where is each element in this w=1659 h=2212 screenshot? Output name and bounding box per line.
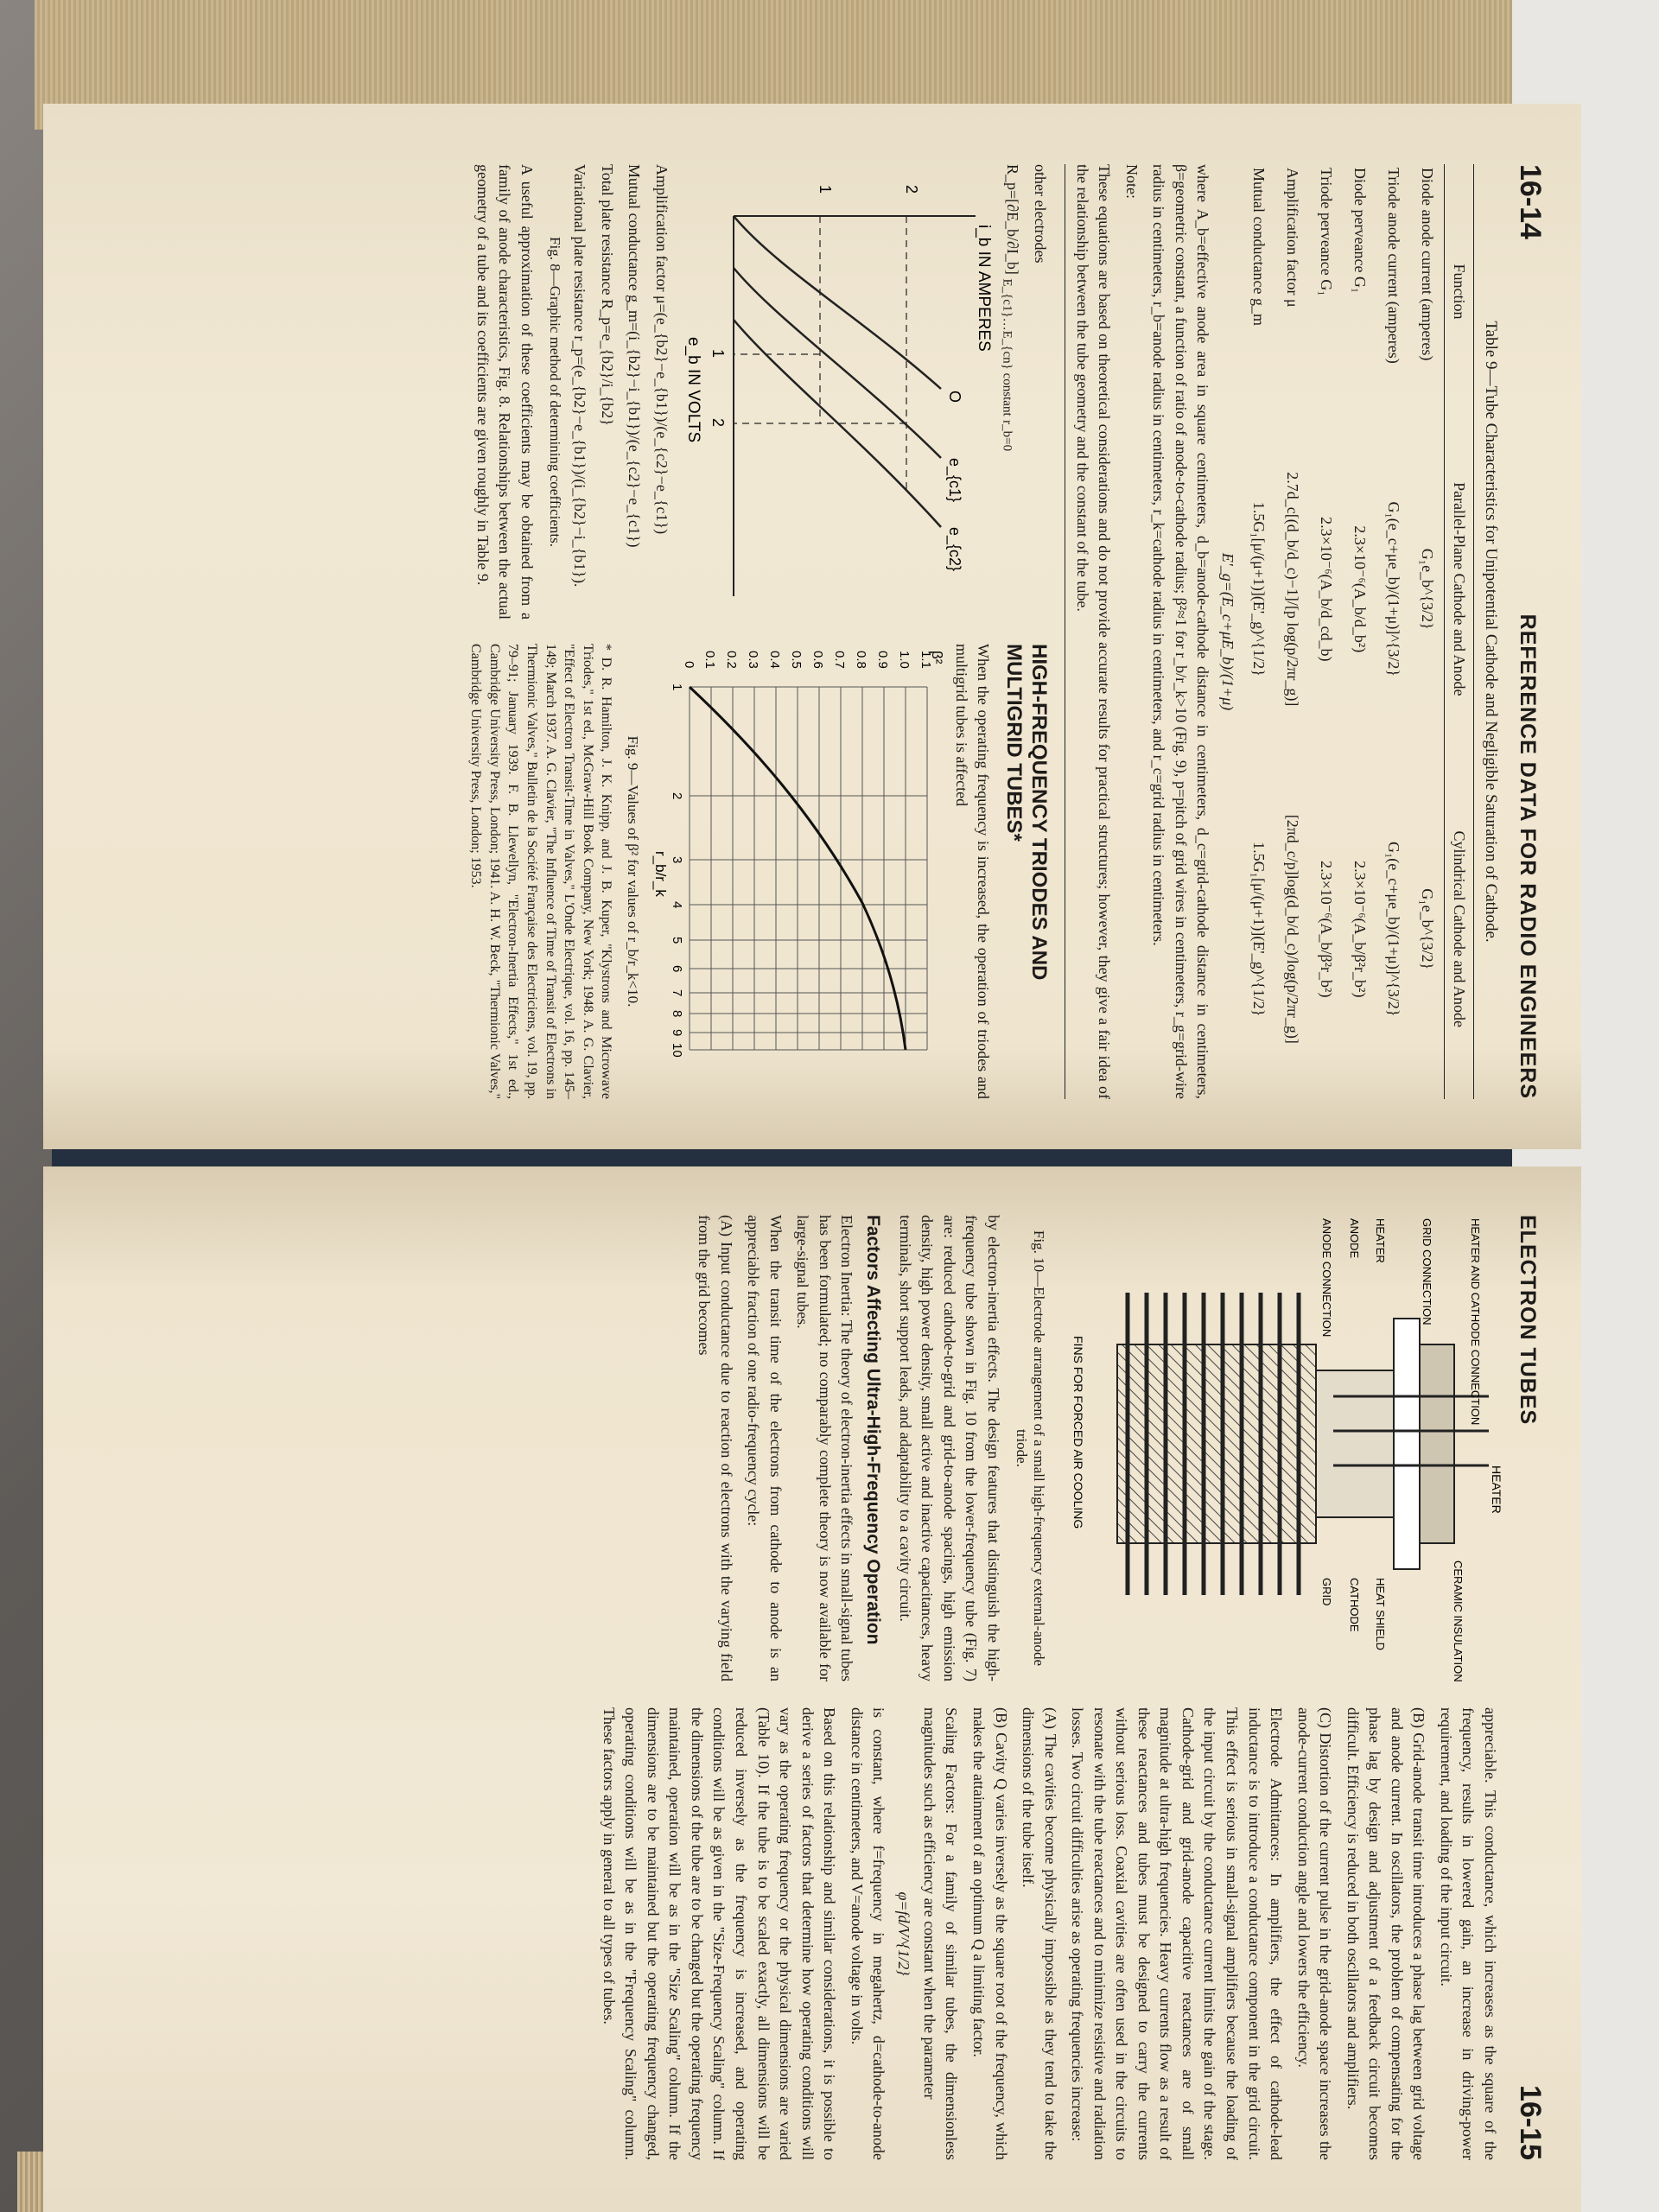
left-lower-columns xyxy=(463,164,1056,1099)
table-cell: 2.7d_c[(d_b/d_c)−1]/[p log(p/2πr_g)] xyxy=(1284,472,1302,707)
left-page xyxy=(43,104,1581,1149)
cavity-q-paragraph: (B) Cavity Q varies inversely as the square root of the frequency, which makes the attainment of an optimum Q a limiting factor. xyxy=(969,1707,1010,2160)
fig10-grid-flange xyxy=(1394,1319,1420,1569)
rp-equation: R_p=[∂E_b/∂I_b] xyxy=(1004,164,1022,275)
table-header: Cylindrical Cathode and Anode xyxy=(1445,760,1474,1099)
fig10-label-heat-shield: HEAT SHIELD xyxy=(1374,1578,1387,1651)
fig10-label-heater-cathode: HEATER AND CATHODE CONNECTION xyxy=(1469,1218,1482,1426)
mutual-conductance-text: Mutual conductance g_m=(i_{b2}−i_{b1})/(e_{c2}−e_{c1}) xyxy=(626,164,644,548)
right-page-col1 xyxy=(592,1215,1506,1681)
fig8-y-label: i_b IN AMPERES xyxy=(974,225,993,352)
fig9-x-tick: 10 xyxy=(670,1043,685,1058)
fig10-label-anode-connection: ANODE CONNECTION xyxy=(1320,1218,1333,1338)
fig9-x-tick: 9 xyxy=(670,1029,685,1037)
fig9-x-tick: 5 xyxy=(670,937,685,944)
table9 xyxy=(1242,164,1474,1099)
scaling-table-paragraph: Based on this relationship and similar considerations, it is possible to derive a series of factors that determine how operating conditions will vary as the operating frequency or the physical dimensions are varied (Table 10). If the tube is to be scaled exactly, all dimensions will be reduced inversely as the frequency is increased, and operating conditions will be as given in the "Size-Frequency Scaling" column. If the dimensions of the tube are to be changed but the operating frequency maintained, operation will be as in the "Size Scaling" column. If the dimensions are to be maintained but the operating frequency changed, operating conditions will be as in the "Frequency Scaling" column. These factors apply in general to all types of tubes. xyxy=(600,1707,839,2160)
conductance-paragraph: appreciable. This conductance, which increases as the square of the frequency, results in lowered gain, an increase in driving-power requirement, and loading of the input circuit. xyxy=(1437,1707,1499,2160)
hf-design-paragraph: by electron-inertia effects. The design features that distinguish the high-frequency tube shown in Fig. 10 from the lower-frequency tube (Fig. 7) are: reduced cathode-to-grid and grid-to-anode spacings, high emission density, high power density, small active and inactive capacitances, heavy terminals, short support leads, and adaptability to a cavity circuit. xyxy=(896,1215,1002,1681)
fig8-y-tick: 2 xyxy=(902,185,920,194)
fig8-curve-ec2 xyxy=(734,320,941,527)
table-cell: G₁(e_c+μe_b)/(1+μ)]^{3/2} xyxy=(1385,501,1403,677)
left-page-number: 16-14 xyxy=(1514,164,1547,239)
other-electrodes-text: other electrodes xyxy=(1032,164,1050,264)
fig9-y-tick: 0.8 xyxy=(854,651,869,669)
table-cell: Triode perveance G₁ xyxy=(1318,168,1336,296)
fig10-label-heater: HEATER xyxy=(1490,1465,1503,1514)
fig10-ceramic-top xyxy=(1420,1344,1454,1543)
table-header: Function xyxy=(1445,164,1474,419)
note-paragraph: These equations are based on theoretical considerations and do not provide accurate results for practical structures; however, they give a fair idea of the relationship between the tube geometry and the constant of the tube. xyxy=(1073,164,1114,1099)
transit-time-paragraph: When the transit time of the electrons from cathode to anode is an appreciable fraction of one radio-frequency cycle: xyxy=(745,1215,785,1681)
phase-lag-paragraph: (B) Grid-anode transit time introduces a phase lag between grid voltage and anode current. In oscillators, the problem of compensating for the phase lag by design and adjustment of a feedback circuit becomes difficult. Efficiency is reduced in both oscillators and amplifiers. xyxy=(1344,1707,1428,2160)
fig10-cathode-assembly xyxy=(1316,1370,1394,1517)
input-conductance-paragraph: (A) Input conductance due to reaction of electrons with the varying field from the grid becomes xyxy=(695,1215,735,1681)
fig8-curve-label: e_{c1} xyxy=(945,458,963,503)
table-cell: Triode anode current (amperes) xyxy=(1385,168,1403,364)
fig10-label-ceramic: CERAMIC INSULATION xyxy=(1452,1560,1465,1681)
fig9-y-tick: 0.1 xyxy=(702,651,718,669)
electron-inertia-paragraph: Electron Inertia: The theory of electron-inertia effects in small-signal tubes has been formulated; no comparably complete theory is now available for large-signal tubes. xyxy=(794,1215,856,1681)
fig8-y-tick: 1 xyxy=(816,185,834,194)
fig9-x-tick: 1 xyxy=(670,683,685,691)
fig8-x-label: e_b IN VOLTS xyxy=(683,337,702,443)
fig9-y-tick: 0.7 xyxy=(832,651,848,669)
right-page-columns xyxy=(592,1215,1506,2160)
eg-equation: E'_g=(E_c+μE_b)/(1+μ) xyxy=(1219,552,1237,711)
fig9-x-tick: 3 xyxy=(670,856,685,864)
table-cell: 2.3×10⁻⁶(A_b/β²r_b²) xyxy=(1351,861,1370,998)
table-row xyxy=(1410,164,1445,1099)
hf-section-head: HIGH-FREQUENCY TRIODES AND MULTIGRID TUBES* xyxy=(1002,644,1052,981)
table-row xyxy=(1376,164,1410,1099)
fig9-y-label: β² xyxy=(929,651,945,664)
right-head-title: ELECTRON TUBES xyxy=(1516,1215,1540,1426)
rp-equation-block xyxy=(1000,164,1022,620)
table-cell: Mutual conductance g_m xyxy=(1250,168,1268,326)
right-running-head xyxy=(1513,1215,1547,2160)
table-row xyxy=(1343,164,1376,1099)
fig8-x-tick: 2 xyxy=(709,418,727,428)
fig9-y-tick: 0.6 xyxy=(810,651,826,669)
table-cell: 2.3×10⁻⁶(A_b/d_b²) xyxy=(1351,525,1370,653)
fig10-label-fins: FINS FOR FORCED AIR COOLING xyxy=(1071,1336,1085,1529)
table-cell: Diode perveance G₁ xyxy=(1351,168,1370,294)
right-column xyxy=(463,644,1056,1099)
hf-intro-text: When the operating frequency is increased, the operation of triodes and multigrid tubes is affected xyxy=(952,644,993,1099)
fig9-y-tick: 1.1 xyxy=(918,651,934,669)
table-cell: G₁e_b^{3/2} xyxy=(1419,548,1437,630)
table-row xyxy=(1309,164,1343,1099)
fig8-curve-label: O xyxy=(945,391,963,404)
table-header-row xyxy=(1445,164,1474,1099)
fig9-x-tick: 7 xyxy=(670,989,685,997)
fig9-x-tick: 2 xyxy=(670,792,685,800)
left-column xyxy=(463,164,1056,620)
table-header: Parallel-Plane Cathode and Anode xyxy=(1445,419,1474,759)
fig10-label-grid: GRID xyxy=(1320,1578,1333,1606)
fig9-y-tick: 0.3 xyxy=(746,651,761,669)
fig9-y-tick: 0.5 xyxy=(789,651,804,669)
fig9-x-tick: 8 xyxy=(670,1010,685,1018)
parameter-definition-paragraph: is constant, where f=frequency in megahertz, d=cathode-to-anode distance in centimeters, and V=anode voltage in volts. xyxy=(848,1707,888,2160)
footnote: * D. R. Hamilton, J. K. Knipp, and J. B. Kuper, "Klystrons and Microwave Triodes," 1st ed., McGraw-Hill Book Company, New York; 1948. A. G. Clavier, "Effect of Electron Transit-Time in Valves," L'Onde Electrique, vol. 16, pp. 145–149; March 1937. A. G. Clavier, "The Influence of Time of Transit of Electrons in Thermionic Valves," Bulletin de la Société Française des Electriciens, vol. 19, pp. 79–91; January 1939. F. B. Llewellyn, "Electron-Inertia Effects," 1st ed., Cambridge University Press, London; 1941. A. H. W. Beck, "Thermionic Valves," Cambridge University Press, London; 1953. xyxy=(468,644,614,1099)
distortion-paragraph: (C) Distortion of the current pulse in the grid-anode space increases the anode-current conduction angle and lowers the efficiency. xyxy=(1294,1707,1335,2160)
factors-section-head: Factors Affecting Ultra-High-Frequency Operation xyxy=(863,1215,884,1645)
useful-approximation-text: A useful approximation of these coefficients may be obtained from a family of anode characteristics, Fig. 8. Relationships between the actual geometry of a tube and its coefficients are given roughly in Table 9. xyxy=(474,164,536,620)
right-page xyxy=(43,1166,1581,2212)
fig9-caption: Fig. 9—Values of β² for values of r_b/r_k<10. xyxy=(625,735,642,1007)
fig8-caption: Fig. 8—Graphic method of determining coefficients. xyxy=(546,237,563,547)
fig9-y-tick: 0 xyxy=(682,661,697,669)
fig9-x-tick: 6 xyxy=(670,965,685,973)
fig9-y-tick: 1.0 xyxy=(897,651,912,669)
fig10-label-grid-connection: GRID CONNECTION xyxy=(1421,1218,1433,1325)
scaling-factors-paragraph: Scaling Factors: For a family of similar tubes, the dimensionless magnitudes such as efficiency are constant when the parameter xyxy=(920,1707,961,2160)
fig9-y-tick: 0.9 xyxy=(875,651,891,669)
where-paragraph: where A_b=effective anode area in square centimeters, d_b=anode-cathode distance in centimeters, d_c=grid-cathode distance in centimeters, β=geometric constant, a function of ratio of anode-to-cathode radius; β²≈1 for r_b/r_k>10 (Fig. 9), p=pitch of grid wires in centimeters, r_g=grid-wire radius in centimeters, r_b=anode radius in centimeters, r_k=cathode radius in centimeters, and r_c=grid radius in centimeters. xyxy=(1150,164,1212,1099)
fig10-label-anode: ANODE xyxy=(1348,1218,1361,1259)
right-page-col2 xyxy=(592,1707,1506,2160)
table-cell: Diode anode current (amperes) xyxy=(1419,168,1437,361)
fig8-curve-label: e_{c2} xyxy=(945,527,963,572)
left-head-title: REFERENCE DATA FOR RADIO ENGINEERS xyxy=(1516,613,1540,1099)
table9-caption: Table 9—Tube Characteristics for Unipotential Cathode and Negligible Saturation of Cathode. xyxy=(1482,321,1500,943)
table-cell: Amplification factor μ xyxy=(1284,168,1302,308)
note-label: Note: xyxy=(1122,164,1141,199)
fig9-x-tick: 4 xyxy=(670,901,685,909)
left-running-head xyxy=(1513,164,1547,1099)
table-row xyxy=(1242,164,1275,1099)
table-cell: [2πd_c/p]log(d_b/d_c)/log(p/2πr_g)] xyxy=(1284,814,1302,1044)
fig8-anode-characteristics xyxy=(682,164,993,613)
total-resistance-text: Total plate resistance R_p=e_{b2}/i_{b2} xyxy=(598,164,616,426)
rp-subscript: E_{c1}…E_{cn} constant xyxy=(1000,278,1014,416)
fig9-y-tick: 0.2 xyxy=(724,651,740,669)
table-row xyxy=(1275,164,1309,1099)
fig10-caption: Fig. 10—Electrode arrangement of a small high-frequency external-anode triode. xyxy=(1014,1230,1047,1667)
electrode-admittances-paragraph: Electrode Admittances: In amplifiers, the effect of cathode-lead inductance is to introduce a conductance component in the grid circuit. This effect is serious in small-signal amplifiers because the loading of the input circuit by the conductance current limits the gain of the stage. Cathode-grid and grid-anode capacitive reactances are of small magnitude at ultra-high frequencies. Heavy currents flow as a result of these reactances and tubes must be designed to carry the currents without serious loss. Coaxial cavities are often used in the circuits to resonate with the tube reactances and to minimize resistive and radiation losses. Two circuit difficulties arise as operating frequencies increase: xyxy=(1069,1707,1286,2160)
phi-equation: φ=fd/V^{1/2} xyxy=(895,1891,913,1976)
table-cell: G₁(e_c+μe_b)/(1+μ)]^{3/2} xyxy=(1385,841,1403,1017)
table-cell: 1.5G₁[μ/(μ+1)](E'_g)^{1/2} xyxy=(1250,842,1268,1017)
table-cell: 2.3×10⁻⁶(A_b/d_cd_b) xyxy=(1318,517,1336,662)
book-spread xyxy=(43,104,1581,2212)
fig9-grid xyxy=(690,687,927,1050)
table-cell: 1.5G₁[μ/(μ+1)](E'_g)^{1/2} xyxy=(1250,501,1268,677)
fig9-y-tick: 0.4 xyxy=(767,651,783,669)
fig10-triode-diagram xyxy=(1057,1215,1506,1681)
fig10-label-cathode: CATHODE xyxy=(1348,1578,1361,1632)
variational-resistance-text: Variational plate resistance r_p=(e_{b2}−e_{b1})/(i_{b2}−i_{b1}). xyxy=(571,164,589,588)
amplification-factor-text: Amplification factor μ=(e_{b2}−e_{b1})/(e_{c2}−e_{c1}) xyxy=(652,164,671,535)
right-page-number: 16-15 xyxy=(1514,2085,1547,2160)
table-cell: 2.3×10⁻⁶(A_b/β²r_b²) xyxy=(1318,861,1336,998)
fig9-beta-chart xyxy=(651,644,944,1076)
fig9-x-label: r_b/r_k xyxy=(652,851,670,897)
fig8-x-tick: 1 xyxy=(709,349,727,359)
rp-lower: r_b=0 xyxy=(1000,420,1014,452)
table-cell: G₁e_b^{3/2} xyxy=(1419,888,1437,970)
fig10-label-heater2: HEATER xyxy=(1374,1218,1387,1263)
cavities-paragraph: (A) The cavities become physically impossible as they tend to take the dimensions of the tube itself. xyxy=(1020,1707,1059,2160)
